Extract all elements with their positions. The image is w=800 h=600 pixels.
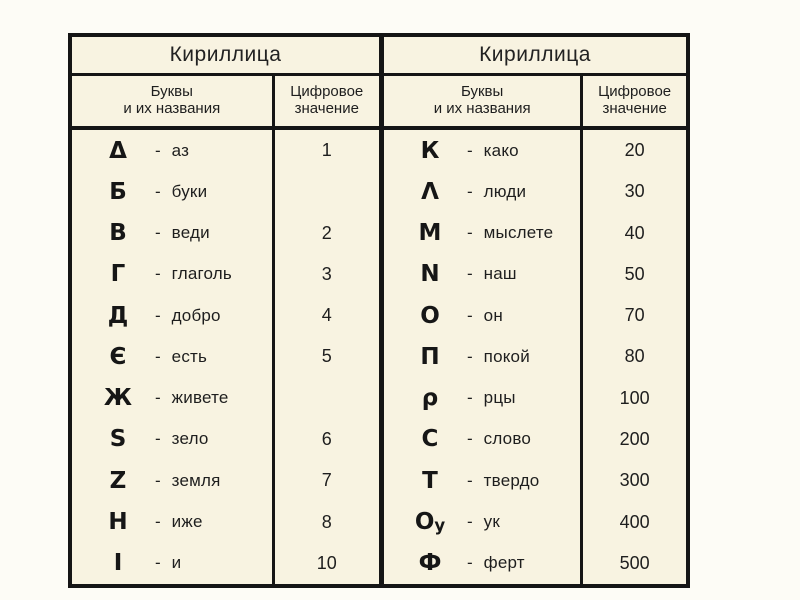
table-body [384, 130, 686, 584]
dash-separator: - [467, 553, 473, 573]
header-values-line1: Цифровое [290, 83, 364, 101]
letter-glyph: І [113, 550, 123, 577]
letter-glyph: К [420, 137, 440, 164]
header-letters-column [384, 76, 580, 126]
dash-separator: - [467, 512, 473, 532]
header-values-column [580, 76, 686, 126]
letter-name: зело [171, 429, 209, 449]
numeric-value [275, 171, 379, 212]
values-column [580, 130, 686, 584]
letter-glyph: ρ [421, 385, 439, 412]
dash-separator: - [155, 305, 161, 325]
letter-row [384, 460, 580, 501]
letter-row [384, 213, 580, 254]
dash-separator: - [155, 223, 161, 243]
letter-glyph: Д [107, 302, 129, 329]
letter-glyph: С [421, 426, 439, 453]
letter-glyph: Ф [418, 550, 442, 577]
dash-separator: - [467, 305, 473, 325]
letter-name: твердо [483, 470, 540, 490]
dash-separator: - [155, 512, 161, 532]
letter-name: буки [171, 181, 208, 201]
header-letters-line1: Буквы [150, 83, 193, 101]
letter-row [72, 213, 272, 254]
table-left [72, 37, 379, 584]
letter-row [72, 378, 272, 419]
letter-row [384, 543, 580, 584]
letter-name: живете [171, 388, 229, 408]
letter-name: земля [171, 470, 221, 490]
letter-glyph: Ж [103, 385, 133, 412]
header-letters-line1: Буквы [460, 83, 504, 101]
table-title: Кириллица [72, 37, 379, 76]
letter-name: аз [171, 140, 190, 160]
numeric-value: 100 [619, 387, 650, 408]
letter-row [384, 254, 580, 295]
letter-name: есть [171, 346, 208, 366]
letter-row [72, 419, 272, 460]
dash-separator: - [155, 181, 161, 201]
header-values-column [272, 76, 379, 126]
letter-row [72, 336, 272, 377]
table-header [384, 76, 686, 130]
header-values-line2: значение [602, 100, 667, 117]
table-right [379, 37, 686, 584]
dash-separator: - [155, 140, 161, 160]
letter-row [72, 460, 272, 501]
letter-name: наш [483, 264, 517, 284]
letters-column [384, 130, 580, 584]
dash-separator: - [155, 264, 161, 284]
letter-row [72, 130, 272, 171]
numeric-value [275, 378, 379, 419]
letter-row [384, 378, 580, 419]
letter-name: покой [483, 346, 530, 366]
dash-separator: - [155, 429, 161, 449]
letter-name: слово [483, 429, 532, 449]
letter-glyph: Ѕ [109, 426, 127, 453]
dash-separator: - [467, 470, 473, 490]
numeric-value: 200 [619, 428, 650, 449]
letter-name: веди [171, 223, 210, 243]
table-title: Кириллица [384, 37, 686, 76]
numeric-value: 8 [321, 511, 332, 532]
numeric-value: 300 [619, 470, 650, 491]
header-values-line1: Цифровое [598, 83, 672, 101]
letter-name: люди [483, 181, 527, 201]
dash-separator: - [467, 140, 473, 160]
letter-glyph: Оу [414, 509, 446, 536]
letter-glyph: Т [422, 467, 438, 494]
numeric-value: 70 [624, 305, 645, 326]
dash-separator: - [467, 181, 473, 201]
letter-row [72, 171, 272, 212]
dash-separator: - [155, 346, 161, 366]
letter-glyph: Λ [421, 178, 439, 205]
letter-row [384, 171, 580, 212]
numeric-value: 6 [321, 428, 332, 449]
letter-glyph: В [109, 220, 127, 247]
letter-name: мыслете [483, 223, 554, 243]
letter-glyph: Z [109, 467, 127, 494]
letter-row [384, 501, 580, 542]
header-letters-line2: и их названия [433, 100, 531, 117]
header-values-line2: значение [294, 100, 359, 117]
numeric-value: 3 [321, 263, 332, 284]
letter-row [384, 295, 580, 336]
letter-glyph: Г [110, 261, 126, 288]
letter-row [72, 543, 272, 584]
letter-glyph: Δ [109, 137, 127, 164]
letter-name: како [483, 140, 519, 160]
numeric-value: 4 [321, 305, 332, 326]
dash-separator: - [155, 388, 161, 408]
dash-separator: - [467, 388, 473, 408]
letter-row [72, 295, 272, 336]
numeric-value: 500 [619, 552, 650, 573]
header-letters-column [72, 76, 272, 126]
header-letters-line2: и их названия [123, 100, 221, 117]
numeric-value: 1 [321, 140, 332, 161]
letter-row [384, 336, 580, 377]
letter-name: ук [483, 512, 501, 532]
letters-column [72, 130, 272, 584]
letter-glyph: П [420, 343, 440, 370]
letter-name: рцы [483, 388, 516, 408]
dash-separator: - [467, 264, 473, 284]
numeric-value: 2 [321, 222, 332, 243]
letter-name: глаголь [171, 264, 232, 284]
letter-name: и [171, 553, 182, 573]
letter-glyph: Н [108, 509, 128, 536]
numeric-value: 20 [624, 140, 645, 161]
numeric-value: 400 [619, 511, 650, 532]
numeric-value: 40 [624, 222, 645, 243]
letter-row [384, 130, 580, 171]
table-header [72, 76, 379, 130]
numeric-value: 10 [316, 552, 337, 573]
numeric-value: 50 [624, 263, 645, 284]
dash-separator: - [467, 429, 473, 449]
letter-name: иже [171, 512, 203, 532]
cyrillic-numerals-tables [68, 33, 690, 588]
dash-separator: - [155, 553, 161, 573]
dash-separator: - [155, 470, 161, 490]
letter-glyph: Є [109, 343, 127, 370]
letter-row [384, 419, 580, 460]
letter-glyph: Б [109, 178, 127, 205]
numeric-value: 30 [624, 181, 645, 202]
table-body [72, 130, 379, 584]
letter-name: он [483, 305, 503, 325]
numeric-value: 80 [624, 346, 645, 367]
letter-glyph: N [420, 261, 440, 288]
letter-name: добро [171, 305, 221, 325]
letter-row [72, 501, 272, 542]
values-column [272, 130, 379, 584]
letter-name: ферт [483, 553, 525, 573]
dash-separator: - [467, 346, 473, 366]
numeric-value: 5 [321, 346, 332, 367]
letter-glyph: М [418, 220, 442, 247]
letter-row [72, 254, 272, 295]
numeric-value: 7 [321, 470, 332, 491]
dash-separator: - [467, 223, 473, 243]
letter-glyph: О [420, 302, 440, 329]
